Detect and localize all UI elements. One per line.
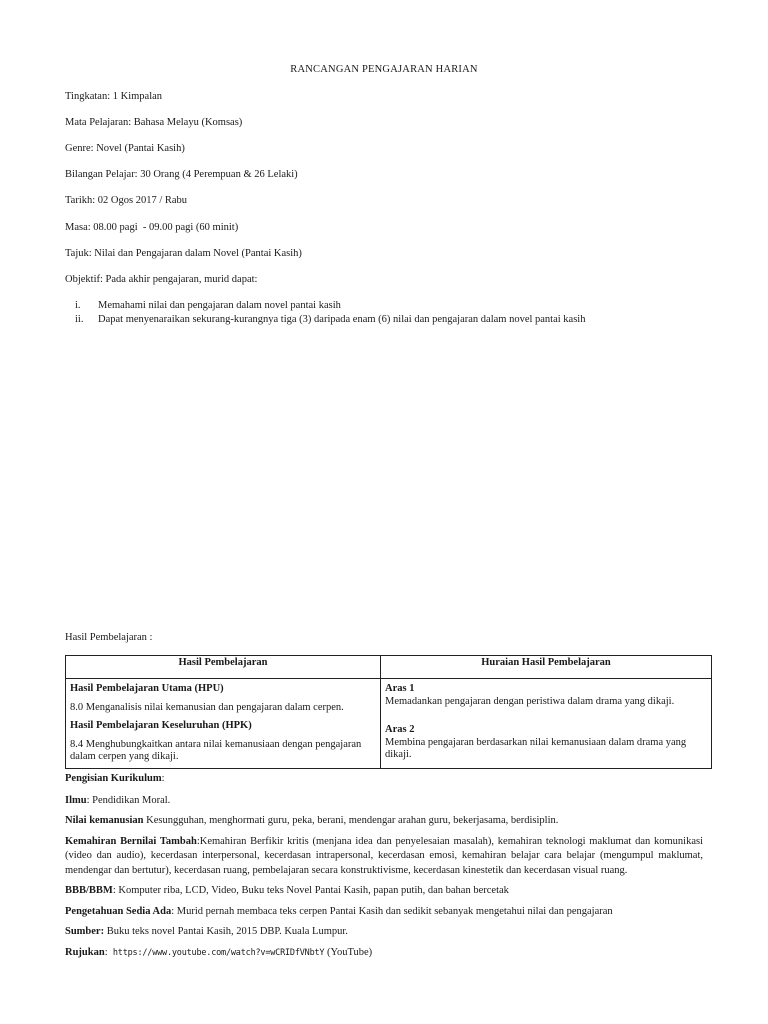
objective-text: Memahami nilai dan pengajaran dalam novel pantai kasih (98, 300, 341, 311)
rujukan-suffix: (YouTube) (324, 947, 373, 958)
tingkatan-line: Tingkatan: 1 Kimpalan (65, 91, 163, 102)
aras2-title: Aras 2 (385, 724, 415, 735)
learning-outcomes-table (65, 655, 712, 769)
rujukan-label: Rujukan (65, 947, 105, 958)
column-header: Hasil Pembelajaran (66, 656, 381, 679)
pengisian-kurikulum (65, 772, 703, 786)
sumber-line (65, 925, 703, 939)
ilmu-label: Ilmu (65, 795, 87, 806)
objective-list (75, 299, 715, 327)
pengisian-label: Pengisian Kurikulum (65, 773, 162, 784)
pengetahuan-text: : Murid pernah membaca teks cerpen Pantai Kasih dan sedikit sebanyak mengetahui nilai dan pengajaran (171, 906, 613, 917)
objektif-line: Objektif: Pada akhir pengajaran, murid dapat: (65, 274, 258, 285)
genre-line: Genre: Novel (Pantai Kasih) (65, 143, 185, 154)
tarikh-line: Tarikh: 02 Ogos 2017 / Rabu (65, 195, 188, 206)
rujukan-url-link[interactable]: https://www.youtube.com/watch?v=wCRIDfVNbtY (112, 948, 325, 958)
rujukan-line (65, 946, 703, 960)
bbb-line (65, 884, 703, 898)
objective-text: Dapat menyenaraikan sekurang-kurangnya tiga (3) daripada enam (6) nilai dan pengajaran dalam novel pantai kasih (98, 314, 586, 325)
hpu-title: Hasil Pembelajaran Utama (HPU) (70, 683, 224, 694)
page-title: RANCANGAN PENGAJARAN HARIAN (290, 64, 478, 75)
table-row (66, 679, 712, 769)
bbb-text: : Komputer riba, LCD, Video, Buku teks Novel Pantai Kasih, papan putih, dan bahan bercetak (112, 885, 509, 896)
pengetahuan-line (65, 905, 703, 919)
objective-number: i. (75, 300, 81, 311)
aras1-text: Memadankan pengajaran dengan peristiwa dalam drama yang dikaji. (385, 695, 675, 707)
list-item (75, 313, 715, 327)
outcomes-cell (66, 679, 381, 769)
mata-pelajaran-line: Mata Pelajaran: Bahasa Melayu (Komsas) (65, 117, 243, 128)
list-item (75, 299, 715, 313)
sumber-text: Buku teks novel Pantai Kasih, 2015 DBP. Kuala Lumpur. (104, 926, 348, 937)
masa-line: Masa: 08.00 pagi - 09.00 pagi (60 minit) (65, 222, 239, 233)
aras1-title: Aras 1 (385, 683, 415, 694)
column-header: Huraian Hasil Pembelajaran (381, 656, 712, 679)
hpk-title: Hasil Pembelajaran Keseluruhan (HPK) (70, 720, 252, 731)
hpu-text: 8.0 Menganalisis nilai kemanusian dan pengajaran dalam cerpen. (70, 701, 344, 713)
aras2-text: Membina pengajaran berdasarkan nilai kemanusiaan dalam drama yang dikaji. (385, 736, 687, 760)
objective-number: ii. (75, 314, 84, 325)
hasil-pembelajaran-label: Hasil Pembelajaran : (65, 632, 153, 643)
kemahiran-paragraph (65, 835, 703, 878)
rujukan-colon: : (104, 947, 113, 958)
ilmu-text: : Pendidikan Moral. (86, 795, 171, 806)
kemahiran-label: Kemahiran Bernilai Tambah (65, 836, 197, 847)
table-header-row (66, 656, 712, 679)
description-cell (381, 679, 712, 769)
ilmu-line (65, 794, 703, 808)
nilai-line (65, 814, 703, 828)
nilai-text: Kesungguhan, menghormati guru, peka, berani, mendengar arahan guru, bekerjasama, berdisiplin. (143, 815, 559, 826)
nilai-label: Nilai kemanusian (65, 815, 144, 826)
sumber-label: Sumber: (65, 926, 105, 937)
pengetahuan-label: Pengetahuan Sedia Ada (65, 906, 172, 917)
hpk-text: 8.4 Menghubungkaitkan antara nilai kemanusiaan dengan pengajaran dalam cerpen yang dikaji. (70, 738, 362, 762)
tajuk-line: Tajuk: Nilai dan Pengajaran dalam Novel (Pantai Kasih) (65, 248, 302, 259)
bbb-label: BBB/BBM (65, 885, 113, 896)
kemahiran-text: :Kemahiran Berfikir kritis (menjana idea dan penyelesaian masalah), kemahiran teknologi maklumat dan komunikasi (video dan audio), kecerdasan interpersonal, kecerdasan intrapersonal, kecerdasan emosi, kemahiran belajar cara belajar (mengumpul maklumat, mendengar dan bertutur), kecerdasan ruang, pembelajaran secara konstruktivisme, kecerdasan kinestetik dan kecerdasan visual ruang. (65, 836, 703, 876)
bilangan-pelajar-line: Bilangan Pelajar: 30 Orang (4 Perempuan & 26 Lelaki) (65, 169, 298, 180)
pengisian-colon: : (161, 773, 165, 784)
